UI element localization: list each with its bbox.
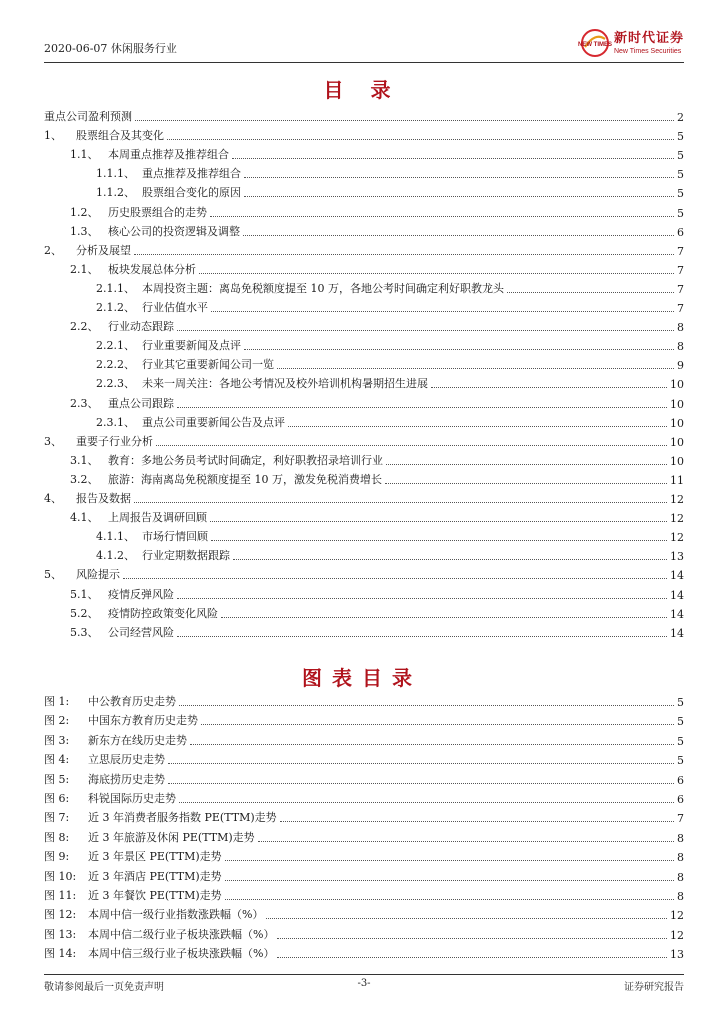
figure-entry-number: 图 5: (44, 772, 70, 786)
figure-entry-number: 图 9: (44, 850, 70, 864)
figure-entry-number: 图 8: (44, 830, 70, 844)
figure-entry-title: 本周中信二级行业子板块涨跌幅（%） (88, 927, 275, 941)
figure-entry[interactable] (44, 943, 684, 961)
toc-entry-leader (211, 539, 667, 541)
figure-entry[interactable] (44, 769, 684, 787)
toc-entry-number: 2.3、 (70, 396, 99, 410)
toc-entry-page: 12 (670, 531, 684, 545)
toc-entry-page: 8 (677, 321, 684, 335)
toc-entry[interactable] (44, 106, 684, 124)
figure-entry-leader (277, 956, 667, 958)
figure-entry-page: 12 (670, 909, 684, 923)
toc-entry-number: 5.1、 (70, 587, 99, 601)
toc-title: 目 录 (323, 78, 401, 102)
toc-entry-page: 7 (677, 244, 684, 258)
toc-entry-page: 5 (677, 130, 684, 144)
footer-disclaimer: 敬请参阅最后一页免责声明 (44, 982, 164, 993)
figure-entry-title: 海底捞历史走势 (88, 772, 165, 786)
toc-entry-page: 5 (677, 168, 684, 182)
figure-entry-page: 8 (677, 851, 684, 865)
figure-entry-number: 图 13: (44, 927, 77, 941)
figure-entry-leader (179, 704, 674, 706)
toc-entry-number: 4.1.2、 (96, 549, 135, 563)
toc-entry[interactable] (44, 412, 684, 430)
toc-entry-title: 核心公司的投资逻辑及调整 (108, 224, 240, 238)
figure-entry-title: 本周中信一级行业指数涨跌幅（%） (88, 908, 264, 922)
toc-entry-title: 历史股票组合的走势 (108, 205, 207, 219)
figure-entry-page: 6 (677, 773, 684, 787)
toc-entry-leader (288, 425, 667, 427)
toc-entry[interactable] (44, 584, 684, 602)
toc-entry[interactable] (44, 297, 684, 315)
figure-entry-page: 8 (677, 890, 684, 903)
figure-entry-number: 图 10: (44, 869, 77, 883)
toc-entry-leader (244, 176, 674, 178)
toc-entry-leader (431, 386, 667, 388)
figure-entry-leader (190, 743, 674, 745)
figure-entry[interactable] (44, 749, 684, 767)
toc-entry-leader (199, 272, 674, 274)
toc-entry[interactable] (44, 393, 684, 411)
toc-entry[interactable] (44, 316, 684, 334)
figure-entry-leader (266, 917, 667, 919)
toc-entry-leader (244, 348, 674, 350)
toc-entry-number: 4、 (44, 492, 62, 505)
toc-entry-number: 1.1、 (70, 148, 99, 162)
toc-entry-page: 14 (670, 626, 684, 640)
toc-entry-page: 14 (670, 588, 684, 602)
toc-entry-number: 1.1.1、 (96, 167, 135, 181)
toc-entry-title: 分析及展望 (76, 243, 131, 257)
toc-entry-leader (177, 635, 667, 637)
figure-entry-leader (179, 801, 674, 803)
toc-entry-title: 教育：多地公务员考试时间确定，利好职教招录培训行业 (108, 453, 383, 467)
toc-entry-page: 12 (670, 493, 684, 506)
toc-entry-leader (277, 367, 674, 369)
toc-entry[interactable] (44, 182, 684, 200)
figure-entry-page: 7 (677, 812, 684, 826)
toc-entry-page: 5 (677, 206, 684, 220)
toc-entry-leader (232, 157, 674, 159)
toc-entry-page: 10 (670, 435, 684, 449)
toc-entry-number: 3.1、 (70, 453, 99, 467)
toc-entry-title: 上周报告及调研回顾 (108, 511, 207, 525)
toc-entry-title: 报告及数据 (76, 492, 131, 505)
toc-entry-page: 13 (670, 550, 684, 564)
toc-entry-leader (385, 482, 667, 484)
toc-entry-leader (386, 463, 667, 465)
figure-entry-number: 图 3: (44, 733, 70, 747)
toc-entry-leader (507, 291, 674, 293)
figure-entry-title: 本周中信三级行业子板块涨跌幅（%） (88, 947, 275, 961)
toc-entry-leader (177, 406, 667, 408)
toc-entry-number: 2.2、 (70, 320, 99, 334)
toc-entry-page: 14 (670, 569, 684, 583)
figure-entry-title: 近 3 年景区 PE(TTM)走势 (88, 850, 222, 864)
figure-entry[interactable] (44, 846, 684, 864)
toc-entry-number: 1.1.2、 (96, 186, 135, 200)
toc-entry[interactable] (44, 488, 684, 506)
figure-entry-page: 12 (670, 928, 684, 942)
figure-entry-title: 近 3 年酒店 PE(TTM)走势 (88, 869, 222, 883)
toc-entry[interactable] (44, 221, 684, 239)
logo-mark-icon (577, 28, 612, 58)
toc-entry-page: 5 (677, 149, 684, 163)
toc-entry-leader (244, 195, 674, 197)
toc-entry-title: 重要子行业分析 (76, 434, 153, 448)
figure-entry-title: 科锐国际历史走势 (88, 792, 176, 805)
logo-chinese-name: 新时代证券 (613, 30, 684, 46)
figures-title: 图表目录 (302, 666, 422, 690)
toc-entry-leader (210, 215, 674, 217)
figure-entry-page: 8 (677, 831, 684, 845)
toc-entry-title: 重点公司盈利预测 (44, 110, 132, 123)
toc-entry-number: 3.2、 (70, 472, 99, 486)
figure-entry-title: 近 3 年餐饮 PE(TTM)走势 (88, 889, 222, 902)
toc-entry-page: 9 (677, 359, 684, 373)
toc-entry-title: 疫情反弹风险 (108, 587, 174, 601)
toc-entry-title: 股票组合变化的原因 (142, 186, 241, 200)
toc-entry-title: 重点推荐及推荐组合 (142, 167, 241, 181)
toc-entry[interactable] (44, 622, 684, 640)
figure-entry-leader (225, 859, 674, 861)
toc-entry-title: 疫情防控政策变化风险 (108, 606, 218, 620)
header-date-industry: 2020-06-07 休闲服务行业 (44, 42, 177, 55)
figure-entry[interactable] (44, 924, 684, 942)
figure-entry-page: 13 (670, 948, 684, 962)
figure-entry-number: 图 4: (44, 753, 70, 767)
toc-entry-title: 行业其它重要新闻公司一览 (142, 358, 274, 372)
toc-entry-title: 本周重点推荐及推荐组合 (108, 148, 229, 162)
figure-entry[interactable] (44, 866, 684, 884)
toc-entry-number: 2.2.2、 (96, 358, 135, 372)
figure-entry-number: 图 11: (44, 889, 77, 902)
toc-entry-title: 行业估值水平 (142, 301, 208, 314)
toc-entry-page: 2 (677, 111, 684, 124)
toc-entry[interactable] (44, 545, 684, 563)
toc-entry-number: 1、 (44, 129, 62, 143)
figure-entry-title: 新东方在线历史走势 (88, 733, 187, 747)
toc-entry[interactable] (44, 526, 684, 544)
footer-report-type: 证券研究报告 (624, 982, 684, 993)
figure-entry-leader (280, 820, 674, 822)
toc-entry-leader (167, 138, 674, 140)
footer-divider (44, 974, 684, 975)
header-divider (44, 62, 684, 63)
figure-entry-page: 5 (677, 715, 684, 729)
toc-entry[interactable] (44, 144, 684, 162)
toc-entry-page: 10 (670, 454, 684, 468)
toc-entry-title: 本周投资主题：离岛免税额度提至 10 万，各地公考时间确定利好职教龙头 (142, 281, 504, 295)
page-header (44, 28, 684, 60)
figure-entry[interactable] (44, 904, 684, 922)
figure-entry-leader (258, 840, 674, 842)
toc-entry-page: 10 (670, 397, 684, 411)
figure-entry[interactable] (44, 885, 684, 903)
toc-entry-number: 2.3.1、 (96, 415, 135, 429)
toc-entry-leader (243, 234, 674, 236)
figure-entry[interactable] (44, 710, 684, 728)
figure-entry[interactable] (44, 807, 684, 825)
figure-entry-number: 图 14: (44, 947, 77, 961)
toc-entry-leader (156, 444, 667, 446)
toc-entry-title: 重点公司跟踪 (108, 396, 174, 410)
figure-entry-number: 图 12: (44, 908, 77, 922)
toc-entry[interactable] (44, 259, 684, 277)
figure-entry-number: 图 6: (44, 792, 70, 805)
logo-english-name: New Times Securities (613, 47, 682, 55)
toc-entry-leader (221, 616, 667, 618)
toc-entry-title: 旅游：海南离岛免税额度提至 10 万，激发免税消费增长 (108, 472, 382, 486)
figure-entry-page: 8 (677, 870, 684, 884)
figure-entry[interactable] (44, 730, 684, 748)
figure-entry-leader (168, 762, 674, 764)
figure-entry-title: 中公教育历史走势 (88, 695, 176, 708)
toc-entry-title: 未来一周关注：各地公考情况及校外培训机构暑期招生进展 (142, 377, 428, 391)
toc-entry-page: 12 (670, 512, 684, 526)
toc-entry-number: 5、 (44, 568, 62, 582)
toc-entry-number: 4.1.1、 (96, 530, 135, 544)
toc-entry-title: 市场行情回顾 (142, 530, 208, 544)
toc-entry-title: 风险提示 (76, 568, 120, 582)
toc-entry[interactable] (44, 603, 684, 621)
toc-entry-leader (177, 597, 667, 599)
toc-entry[interactable] (44, 202, 684, 220)
toc-entry-number: 2.1.1、 (96, 281, 135, 295)
toc-entry[interactable] (44, 335, 684, 353)
toc-entry-title: 重点公司重要新闻公告及点评 (142, 415, 285, 429)
toc-entry-number: 5.2、 (70, 606, 99, 620)
figure-entry-title: 中国东方教育历史走势 (88, 714, 198, 728)
toc-entry-leader (210, 520, 667, 522)
toc-entry[interactable] (44, 163, 684, 181)
figure-entry-number: 图 1: (44, 695, 70, 708)
toc-entry-number: 2.1、 (70, 262, 99, 276)
toc-entry[interactable] (44, 564, 684, 582)
figure-entry-leader (225, 898, 674, 900)
figure-entry-leader (201, 723, 674, 725)
toc-entry-page: 6 (677, 225, 684, 239)
figure-entry-leader (277, 937, 667, 939)
toc-entry-page: 11 (670, 473, 684, 487)
toc-entry-leader (177, 329, 674, 331)
toc-entry-page: 8 (677, 340, 684, 354)
toc-entry-number: 2.2.3、 (96, 377, 135, 391)
toc-entry-title: 行业动态跟踪 (108, 320, 174, 334)
toc-entry-title: 行业定期数据跟踪 (142, 549, 230, 563)
figure-entry-title: 近 3 年旅游及休闲 PE(TTM)走势 (88, 830, 255, 844)
toc-entry-number: 2.2.1、 (96, 339, 135, 353)
toc-entry-leader (135, 119, 674, 121)
toc-entry-number: 2、 (44, 243, 62, 257)
figure-entry-leader (225, 879, 674, 881)
toc-entry-title: 板块发展总体分析 (108, 262, 196, 276)
figure-entry[interactable] (44, 827, 684, 845)
figure-entry-page: 6 (677, 793, 684, 806)
toc-entry-leader (134, 253, 674, 255)
toc-entry-number: 1.2、 (70, 205, 99, 219)
toc-entry-number: 5.3、 (70, 625, 99, 639)
toc-entry-page: 5 (677, 187, 684, 201)
toc-entry-leader (211, 310, 674, 312)
figure-entry[interactable] (44, 691, 684, 709)
toc-entry[interactable] (44, 278, 684, 296)
toc-entry-title: 行业重要新闻及点评 (142, 339, 241, 353)
toc-entry-title: 公司经营风险 (108, 625, 174, 639)
toc-entry-leader (123, 577, 667, 579)
toc-entry-leader (134, 501, 667, 503)
toc-entry-page: 10 (670, 416, 684, 430)
toc-entry-title: 股票组合及其变化 (76, 129, 164, 143)
figure-entry-page: 5 (677, 734, 684, 748)
toc-entry-page: 7 (677, 302, 684, 315)
toc-entry-page: 10 (670, 378, 684, 392)
toc-entry-page: 14 (670, 607, 684, 621)
toc-entry[interactable] (44, 450, 684, 468)
toc-entry-leader (233, 558, 667, 560)
figure-entry-number: 图 7: (44, 811, 70, 825)
figure-entry[interactable] (44, 788, 684, 806)
figure-entry-title: 近 3 年消费者服务指数 PE(TTM)走势 (88, 811, 277, 825)
toc-entry-number: 1.3、 (70, 224, 99, 238)
toc-entry-page: 7 (677, 263, 684, 277)
toc-entry[interactable] (44, 469, 684, 487)
toc-entry[interactable] (44, 125, 684, 143)
toc-entry-number: 4.1、 (70, 511, 99, 525)
figure-entry-page: 5 (677, 696, 684, 709)
footer-page-number: -3- (357, 978, 371, 989)
company-logo (577, 28, 684, 58)
toc-entry-page: 7 (677, 282, 684, 296)
toc-entry[interactable] (44, 507, 684, 525)
toc-entry[interactable] (44, 240, 684, 258)
toc-entry[interactable] (44, 354, 684, 372)
toc-entry-number: 2.1.2、 (96, 301, 135, 314)
figure-entry-page: 5 (677, 754, 684, 768)
toc-entry-number: 3、 (44, 434, 62, 448)
logo-mark-text: NEW TIMES (577, 42, 612, 48)
figure-entry-leader (168, 782, 674, 784)
figure-entry-title: 立思辰历史走势 (88, 753, 165, 767)
toc-entry[interactable] (44, 431, 684, 449)
figure-entry-number: 图 2: (44, 714, 70, 728)
toc-entry[interactable] (44, 373, 684, 391)
